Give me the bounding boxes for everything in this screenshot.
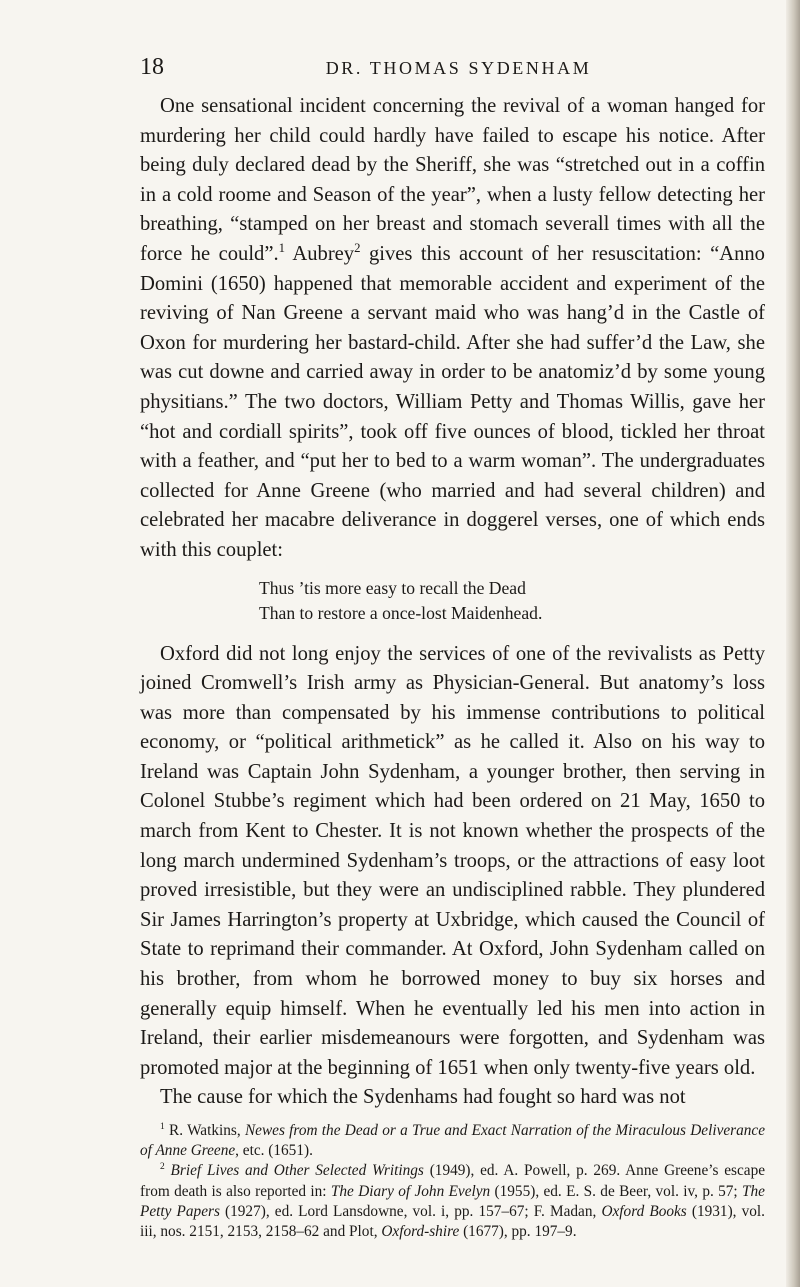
- verse-couplet: [140, 576, 765, 626]
- footnote-1: $^1$ R. Watkins, Newes from the Dead or a True and Exact Narration of the Miraculous Deliverance of Anne Greene, etc. (1651).: [140, 1121, 765, 1160]
- footnote-ref-1[interactable]: 1: [278, 241, 286, 256]
- footnote-2: $^2$ Brief Lives and Other Selected Writings (1949), ed. A. Powell, p. 269. Anne Greene’s escape from death is also reported in: The Diary of John Evelyn (1955), ed. E. S. de Beer, vol. iv, p. 57; The Petty Papers (1927), ed. Lord Lansdowne, vol. i, pp. 157–67; F. Madan, Oxford Books (1931), vol. iii, nos. 2151, 2153, 2158–62 and Plot, Oxford-shire (1677), pp. 197–9.: [140, 1162, 766, 1241]
- book-page: [140, 52, 765, 1242]
- page-header: [140, 52, 765, 86]
- page-edge-shadow: [786, 0, 800, 1287]
- paragraph-1: One sensational incident concerning the revival of a woman hanged for murdering her child could hardly have failed to escape his notice. After being duly declared dead by the Sheriff, she was “stretched out in a coffin in a cold roome and Season of the year”, when a lusty fellow detecting her breathing, “stamped on her breast and stomach severall times with all the force he could”.$^1$ Aubrey$^2$ gives this account of her resuscitation: “Anno Domini (1650) happened that memorable accident and experiment of the reviving of Nan Greene a servant maid who was hang’d in the Castle of Oxon for murdering her bastard-child. After she had suffer’d the Law, she was cut downe and carried away in order to be anatomiz’d by some young physitians.” The two doctors, William Petty and Thomas Willis, gave her “hot and cordiall spirits”, took off five ounces of blood, tickled her throat with a feather, and “put her to bed to a warm woman”. The undergraduates collected for Anne Greene (who married and had several children) and celebrated her macabre deliverance in doggerel verses, one of which ends with this couplet:: [140, 95, 765, 561]
- body-text: [140, 92, 765, 1113]
- page-number: 18: [140, 54, 164, 80]
- paragraph-2: Oxford did not long enjoy the services of one of the revivalists as Petty joined Cromwell’s Irish army as Physician-General. But anatomy’s loss was more than compensated by his immense contributions to political economy, or “political arithmetick” as he called it. Also on his way to Ireland was Captain John Sydenham, a younger brother, then serving in Colonel Stubbe’s regiment which had been ordered on 21 May, 1650 to march from Kent to Chester. It is not known whether the prospects of the long march undermined Sydenham’s troops, or the attractions of easy loot proved irresistible, but they were an undisciplined rabble. They plundered Sir James Harrington’s property at Uxbridge, which caused the Council of State to reprimand their commander. At Oxford, John Sydenham called on his brother, from whom he borrowed money to buy six horses and generally equip himself. When he eventually led his men into action in Ireland, their earlier misdemeanours were forgotten, and Sydenham was promoted major at the beginning of 1651 when only twenty-five years old.: [140, 642, 765, 1079]
- verse-line-1: Thus ’tis more easy to recall the Dead: [259, 577, 526, 598]
- verse-line-2: Than to restore a once-lost Maidenhead.: [259, 602, 543, 623]
- footnote-marker-1: 1: [160, 1121, 165, 1132]
- footnote-ref-2[interactable]: 2: [354, 241, 361, 256]
- paragraph-3: The cause for which the Sydenhams had fought so hard was not: [160, 1086, 686, 1109]
- running-head: DR. THOMAS SYDENHAM: [325, 58, 592, 78]
- footnote-marker-2: 2: [160, 1162, 165, 1173]
- footnotes: [140, 1121, 765, 1242]
